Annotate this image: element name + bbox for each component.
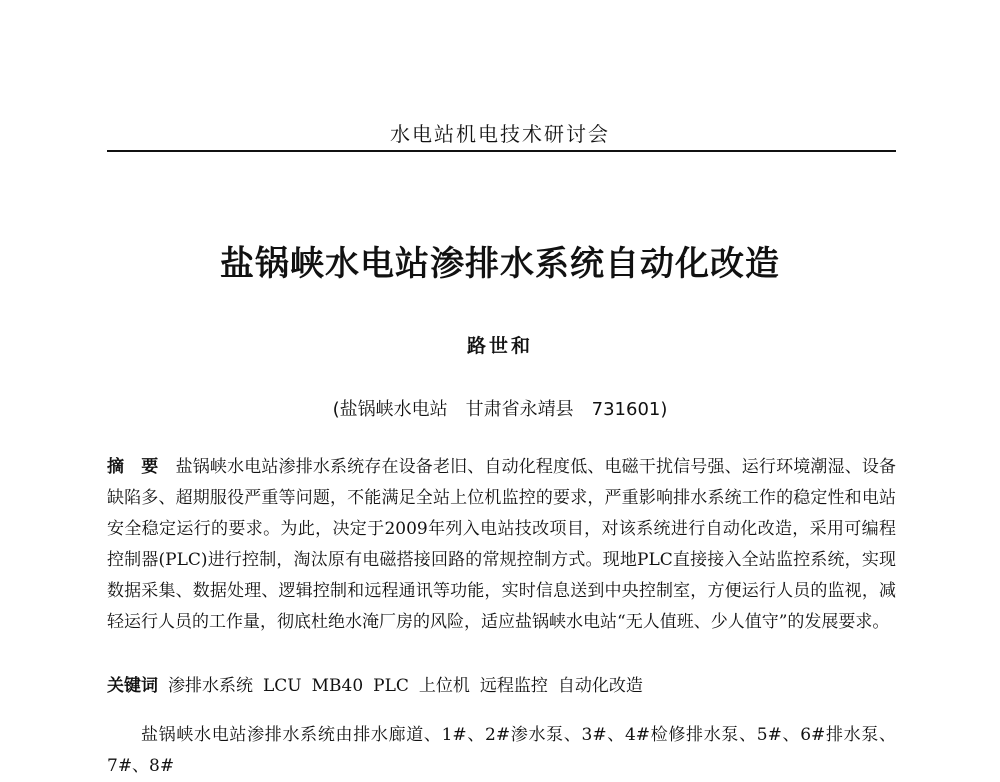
author-name: 路世和 [466, 335, 533, 357]
abstract-text: 盐锅峡水电站渗排水系统存在设备老旧、自动化程度低、电磁干扰信号强、运行环境潮湿、设备缺陷多、超期服役严重等问题，不能满足全站上位机监控的要求，严重影响排水系统工作的稳定性和电站安全稳定运行的要求。为此，决定于2009年列入电站技改项目，对该系统进行自动化改造，采用可编程控制器(PLC)进行控制，淘汰原有电磁搭接回路的常规控制方式。现地PLC直接接入全站监控系统，实现数据采集、数据处理、逻辑控制和远程通讯等功能，实时信息送到中央控制室，方便运行人员的监视，减轻运行人员的工作量，彻底杜绝水淹厂房的风险，适应盐锅峡水电站“无人值班、少人值守”的发展要求。 [107, 457, 897, 632]
keyword: MB40 [311, 676, 364, 696]
keyword: 渗排水系统 [168, 676, 253, 696]
running-head: 水电站机电技术研讨会 [390, 122, 610, 146]
abstract [107, 452, 896, 638]
keyword: 上位机 [418, 676, 470, 696]
keyword: 远程监控 [479, 676, 548, 696]
keywords-label: 关键词 [107, 676, 158, 696]
abstract-label: 摘 要 [107, 457, 159, 477]
body-paragraph: 盐锅峡水电站渗排水系统由排水廊道、1#、2#渗水泵、3#、4#检修排水泵、5#、6#排水泵、7#、8# [107, 725, 896, 776]
keyword: LCU [263, 676, 302, 696]
keyword: PLC [373, 676, 409, 696]
paper-title: 盐锅峡水电站渗排水系统自动化改造 [220, 244, 780, 284]
author-affiliation: (盐锅峡水电站 甘肃省永靖县 731601) [332, 399, 668, 420]
header-rule [107, 150, 896, 152]
keywords [107, 671, 896, 702]
keyword: 自动化改造 [557, 676, 643, 696]
